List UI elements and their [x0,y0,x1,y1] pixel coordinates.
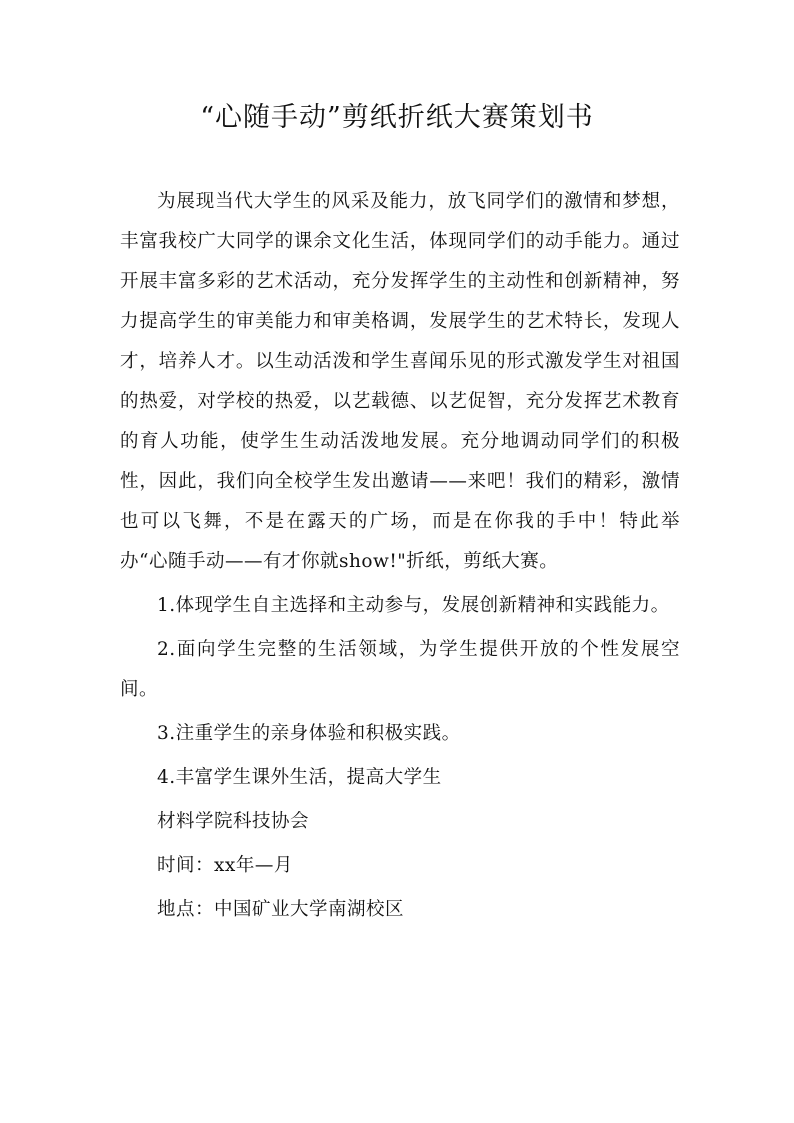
intro-paragraph: 为展现当代大学生的风采及能力，放飞同学们的激情和梦想，丰富我校广大同学的课余文化生活，体现同学们的动手能力。通过开展丰富多彩的艺术活动，充分发挥学生的主动性和创新精神，努力提高学生的审美能力和审美格调，发展学生的艺术特长，发现人才，培养人才。以生动活泼和学生喜闻乐见的形式激发学生对祖国的热爱，对学校的热爱，以艺载德、以艺促智，充分发挥艺术教育的育人功能，使学生生动活泼地发展。充分地调动同学们的积极性，因此，我们向全校学生发出邀请——来吧！我们的精彩，激情也可以飞舞，不是在露天的广场，而是在你我的手中！特此举办“心随手动——有才你就show!"折纸，剪纸大赛。 [120,191,680,572]
goal-item-2: 2.面向学生完整的生活领域，为学生提供开放的个性发展空间。 [120,639,680,700]
document-body [120,182,680,930]
organizer-line: 材料学院科技协会 [157,811,310,832]
document-title: “心随手动”剪纸折纸大赛策划书 [200,102,594,133]
location-line: 地点：中国矿业大学南湖校区 [157,899,405,920]
goal-item-3: 3.注重学生的亲身体验和积极实践。 [157,723,461,744]
time-line: 时间：xx年—月 [157,855,293,876]
goal-item-1: 1.体现学生自主选择和主动参与，发展创新精神和实践能力。 [157,595,670,616]
goal-item-4: 4.丰富学生课外生活，提高大学生 [157,767,442,788]
